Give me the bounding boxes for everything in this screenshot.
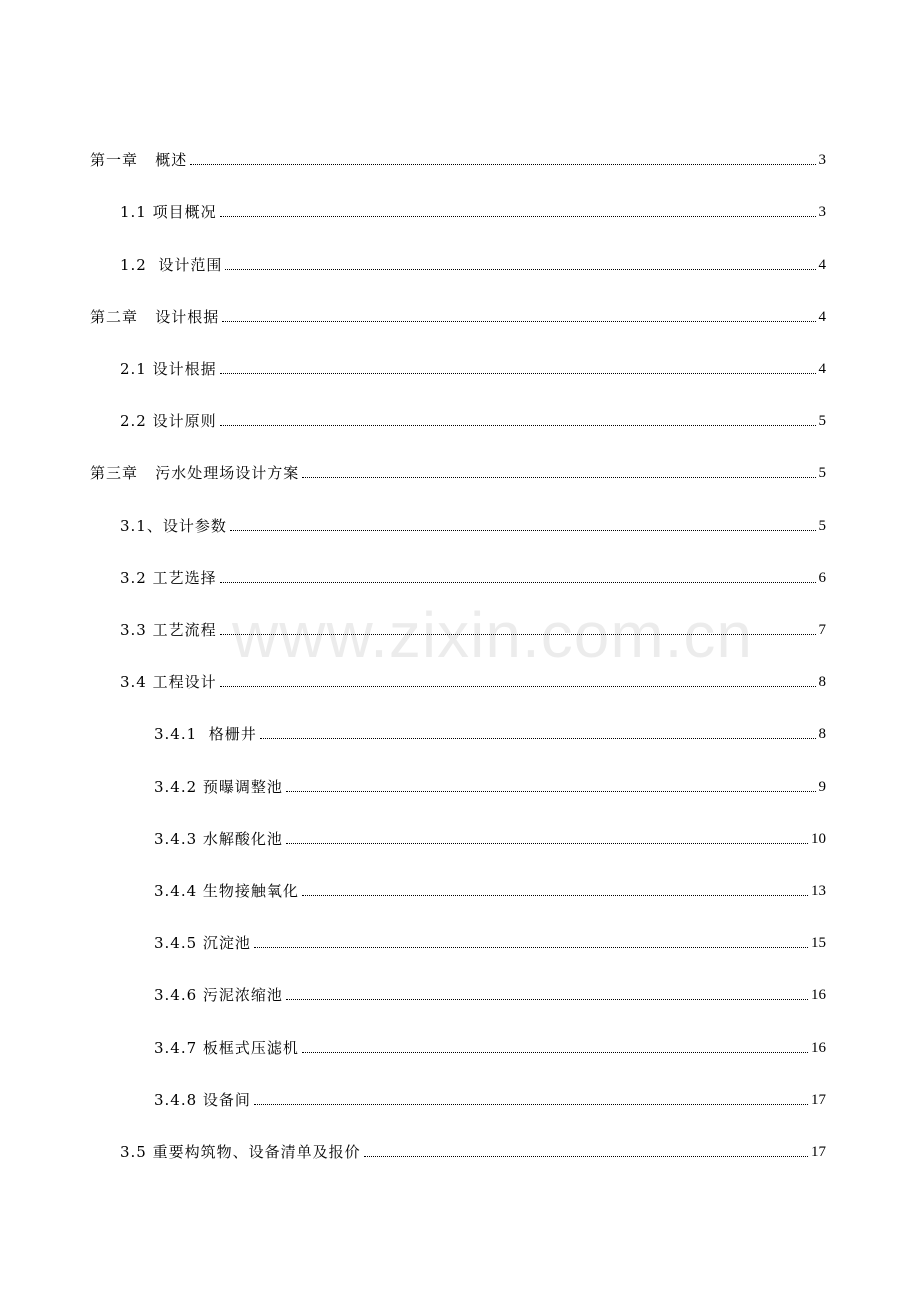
- toc-entry-title: 3.3 工艺流程: [120, 621, 217, 639]
- toc-entry[interactable]: [120, 198, 826, 222]
- toc-entry-page: 13: [811, 883, 826, 899]
- toc-entry-title: 3.1、设计参数: [120, 517, 227, 535]
- toc-entry[interactable]: [120, 355, 826, 379]
- toc-entry[interactable]: [154, 1086, 826, 1110]
- toc-entry-page: 4: [818, 257, 826, 273]
- toc-entry-page: 17: [811, 1092, 826, 1108]
- toc-entry-page: 16: [811, 987, 826, 1003]
- toc-entry-title: 3.4.1 格栅井: [154, 725, 257, 743]
- toc-entry-page: 17: [811, 1144, 826, 1160]
- toc-entry[interactable]: [120, 616, 826, 640]
- toc-entry-page: 5: [818, 518, 826, 534]
- toc-entry-page: 6: [818, 570, 826, 586]
- toc-entry-title: 3.4 工程设计: [120, 673, 217, 691]
- toc-dot-leader: [286, 843, 808, 844]
- toc-dot-leader: [254, 1104, 808, 1105]
- toc-entry-page: 15: [811, 935, 826, 951]
- toc-entry-title: 3.4.7 板框式压滤机: [154, 1039, 299, 1057]
- toc-entry-title: 3.4.5 沉淀池: [154, 934, 251, 952]
- toc-dot-leader: [220, 634, 816, 635]
- toc-entry[interactable]: [120, 668, 826, 692]
- toc-dot-leader: [254, 947, 808, 948]
- toc-entry-title: 2.2 设计原则: [120, 412, 217, 430]
- toc-entry-title: 第三章 污水处理场设计方案: [90, 464, 300, 482]
- toc-entry[interactable]: [154, 773, 826, 797]
- toc-entry[interactable]: [154, 1034, 826, 1058]
- toc-entry-title: 3.4.2 预曝调整池: [154, 778, 283, 796]
- toc-entry-title: 第二章 设计根据: [90, 308, 220, 326]
- toc-entry-title: 3.4.8 设备间: [154, 1091, 251, 1109]
- toc-dot-leader: [286, 791, 816, 792]
- toc-entry-page: 5: [818, 413, 826, 429]
- toc-entry[interactable]: [154, 929, 826, 953]
- toc-entry-page: 7: [818, 622, 826, 638]
- toc-entry-page: 5: [818, 465, 826, 481]
- toc-entry[interactable]: [120, 1138, 826, 1162]
- toc-entry-title: 3.4.6 污泥浓缩池: [154, 986, 283, 1004]
- toc-dot-leader: [190, 164, 815, 165]
- toc-entry[interactable]: [154, 720, 826, 744]
- toc-entry-page: 4: [818, 361, 826, 377]
- toc-dot-leader: [286, 999, 808, 1000]
- toc-entry-page: 9: [818, 779, 826, 795]
- toc-entry-page: 10: [811, 831, 826, 847]
- toc-dot-leader: [220, 216, 816, 217]
- toc-dot-leader: [220, 582, 816, 583]
- toc-entry[interactable]: [120, 512, 826, 536]
- toc-dot-leader: [220, 373, 816, 374]
- toc-dot-leader: [302, 1052, 808, 1053]
- toc-entry[interactable]: [120, 407, 826, 431]
- toc-dot-leader: [302, 477, 815, 478]
- toc-entry-title: 3.5 重要构筑物、设备清单及报价: [120, 1143, 361, 1161]
- toc-dot-leader: [302, 895, 808, 896]
- toc-entry[interactable]: [90, 146, 826, 170]
- toc-entry-page: 8: [818, 674, 826, 690]
- toc-entry[interactable]: [120, 564, 826, 588]
- toc-entry[interactable]: [154, 825, 826, 849]
- toc-entry-page: 8: [818, 726, 826, 742]
- toc-entry-page: 3: [818, 152, 826, 168]
- toc-entry[interactable]: [120, 251, 826, 275]
- toc-entry-title: 3.4.4 生物接触氧化: [154, 882, 299, 900]
- toc-dot-leader: [260, 738, 816, 739]
- toc-entry-page: 16: [811, 1040, 826, 1056]
- toc-dot-leader: [220, 425, 816, 426]
- toc-entry[interactable]: [90, 459, 826, 483]
- toc-dot-leader: [222, 321, 815, 322]
- toc-dot-leader: [364, 1156, 808, 1157]
- toc-entry[interactable]: [154, 981, 826, 1005]
- toc-dot-leader: [230, 530, 816, 531]
- toc-entry-page: 4: [818, 309, 826, 325]
- toc-entry[interactable]: [90, 303, 826, 327]
- toc-entry-title: 1.2 设计范围: [120, 256, 223, 274]
- watermark: www.zixin.com.cn: [232, 599, 753, 671]
- toc-entry-title: 1.1 项目概况: [120, 203, 217, 221]
- toc-dot-leader: [220, 686, 816, 687]
- toc-entry-title: 3.2 工艺选择: [120, 569, 217, 587]
- toc-entry-page: 3: [818, 204, 826, 220]
- toc-dot-leader: [225, 269, 815, 270]
- toc-entry-title: 2.1 设计根据: [120, 360, 217, 378]
- toc-entry[interactable]: [154, 877, 826, 901]
- toc-entry-title: 3.4.3 水解酸化池: [154, 830, 283, 848]
- toc-entry-title: 第一章 概述: [90, 151, 188, 169]
